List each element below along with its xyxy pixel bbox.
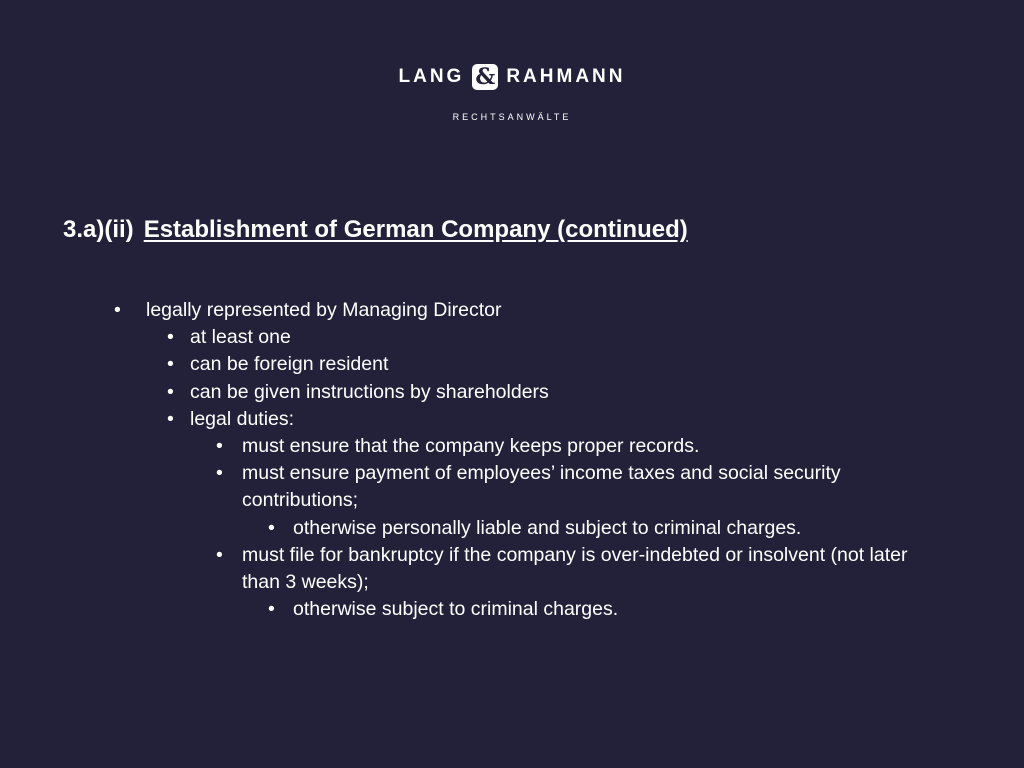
bullet-item [0,379,1024,406]
bullet-text: must ensure payment of employees’ income taxes and social security contributions; [242,462,841,512]
firm-logo-wordmark [399,64,626,90]
bullet-item [0,297,1024,324]
firm-logo [0,64,1024,122]
bullet-marker: • [167,407,174,430]
bullet-item [0,406,1024,433]
logo-name-rahmann: RAHMANN [506,66,626,87]
bullet-item [0,433,1024,460]
bullet-text: must ensure that the company keeps proper records. [242,435,700,458]
bullet-item [0,324,1024,351]
bullet-text: at least one [190,326,291,349]
bullet-marker: • [167,380,174,403]
bullet-marker: • [114,299,121,321]
bullet-text: can be given instructions by shareholders [190,380,549,403]
bullet-item [0,596,1024,623]
bullet-marker: • [216,543,223,566]
bullet-text: otherwise personally liable and subject to criminal charges. [293,516,802,539]
slide-title [63,216,688,244]
bullet-text: legally represented by Managing Director [146,299,502,321]
ampersand-logo-icon: & [472,64,498,90]
bullet-marker: • [216,462,223,485]
bullet-text: must file for bankruptcy if the company is over-indebted or insolvent (not later than 3 weeks); [242,543,908,594]
section-title: Establishment of German Company (continued) [143,216,688,243]
bullet-item [0,351,1024,378]
bullet-item [0,515,1024,542]
logo-name-lang: LANG [398,66,465,87]
bullet-text: can be foreign resident [190,353,389,376]
bullet-item [0,460,1024,514]
bullet-marker: • [167,353,174,376]
bullet-marker: • [268,516,275,539]
bullet-marker: • [216,435,223,458]
bullet-marker: • [167,326,174,349]
bullet-list [0,297,1024,623]
logo-subtitle: RECHTSANWÄLTE [452,112,572,122]
bullet-text: otherwise subject to criminal charges. [293,598,619,621]
bullet-marker: • [268,598,275,621]
section-number: 3.a)(ii) [63,216,134,243]
bullet-text: legal duties: [190,407,295,430]
bullet-item [0,542,1024,596]
